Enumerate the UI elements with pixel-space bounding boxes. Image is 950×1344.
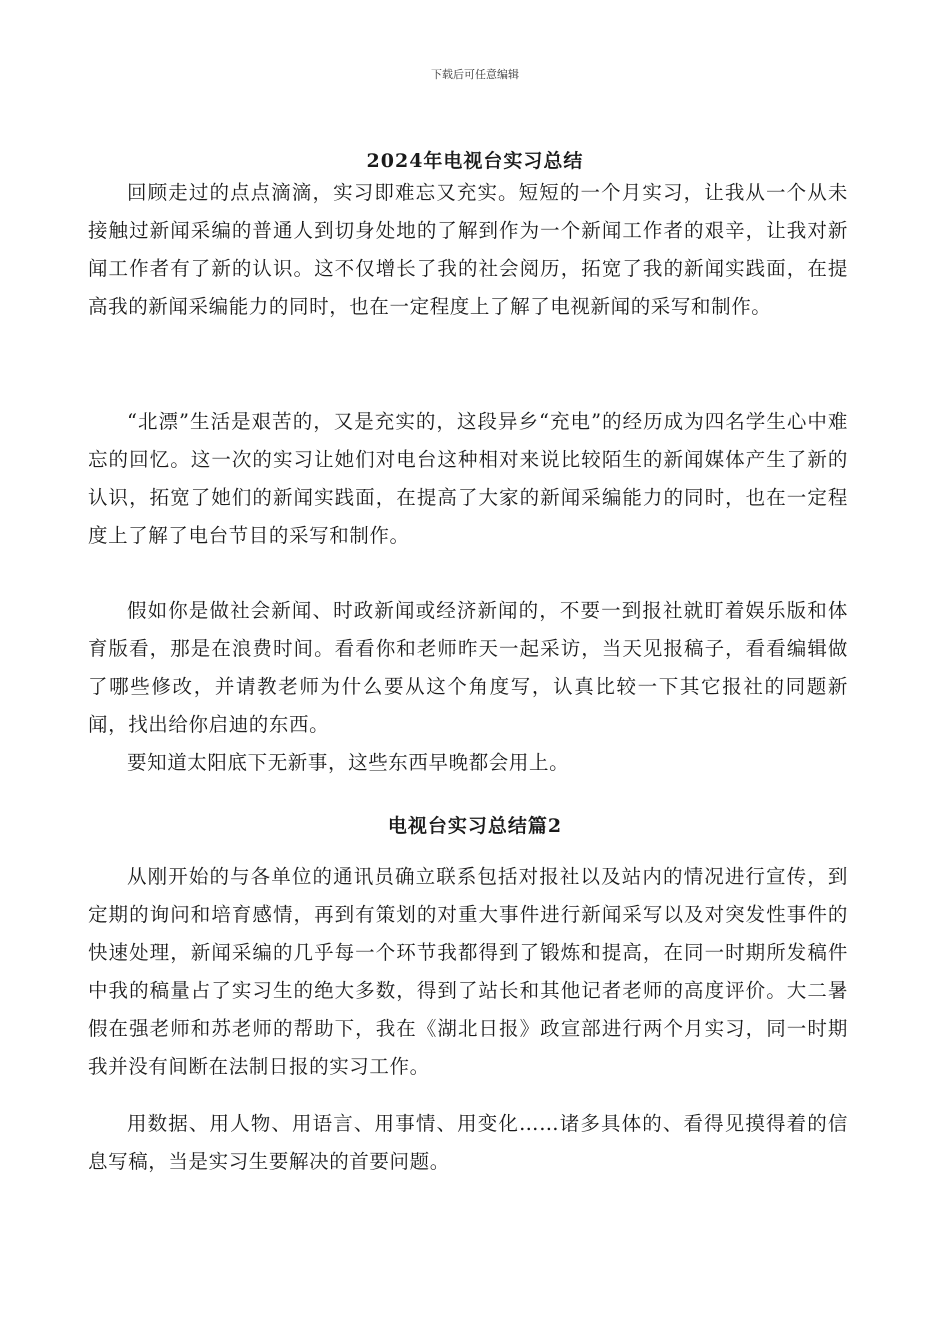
document-title: 2024年电视台实习总结 bbox=[366, 150, 584, 172]
paragraph: “北漂”生活是艰苦的，又是充实的，这段异乡“充电”的经历成为四名学生心中难忘的回忆。这一次的实习让她们对电台这种相对来说比较陌生的新闻媒体产生了新的认识，拓宽了她们的新闻实践面，在提高了大家的新闻采编能力的同时，也在一定程度上了解了电台节目的采写和制作。 bbox=[88, 410, 848, 547]
paragraph: 用数据、用人物、用语言、用事情、用变化……诸多具体的、看得见摸得着的信息写稿，当是实习生要解决的首要问题。 bbox=[88, 1112, 848, 1173]
paragraph: 假如你是做社会新闻、时政新闻或经济新闻的，不要一到报社就盯着娱乐版和体育版看，那是在浪费时间。看看你和老师昨天一起采访，当天见报稿子，看看编辑做了哪些修改，并请教老师为什么要从这个角度写，认真比较一下其它报社的同题新闻，找出给你启迪的东西。 bbox=[88, 599, 848, 736]
section-title: 电视台实习总结篇2 bbox=[387, 815, 563, 837]
header-note: 下载后可任意编辑 bbox=[431, 68, 519, 81]
paragraph: 回顾走过的点点滴滴，实习即难忘又充实。短短的一个月实习，让我从一个从未接触过新闻采编的普通人到切身处地的了解到作为一个新闻工作者的艰辛，让我对新闻工作者有了新的认识。这不仅增长了我的社会阅历，拓宽了我的新闻实践面，在提高我的新闻采编能力的同时，也在一定程度上了解了电视新闻的采写和制作。 bbox=[88, 181, 848, 318]
paragraph: 要知道太阳底下无新事，这些东西早晚都会用上。 bbox=[127, 751, 570, 774]
paragraph: 从刚开始的与各单位的通讯员确立联系包括对报社以及站内的情况进行宣传，到定期的询问和培育感情，再到有策划的对重大事件进行新闻采写以及对突发性事件的快速处理，新闻采编的几乎每一个环节我都得到了锻炼和提高，在同一时期所发稿件中我的稿量占了实习生的绝大多数，得到了站长和其他记者老师的高度评价。大二暑假在强老师和苏老师的帮助下，我在《湖北日报》政宣部进行两个月实习，同一时期我并没有间断在法制日报的实习工作。 bbox=[88, 865, 848, 1078]
